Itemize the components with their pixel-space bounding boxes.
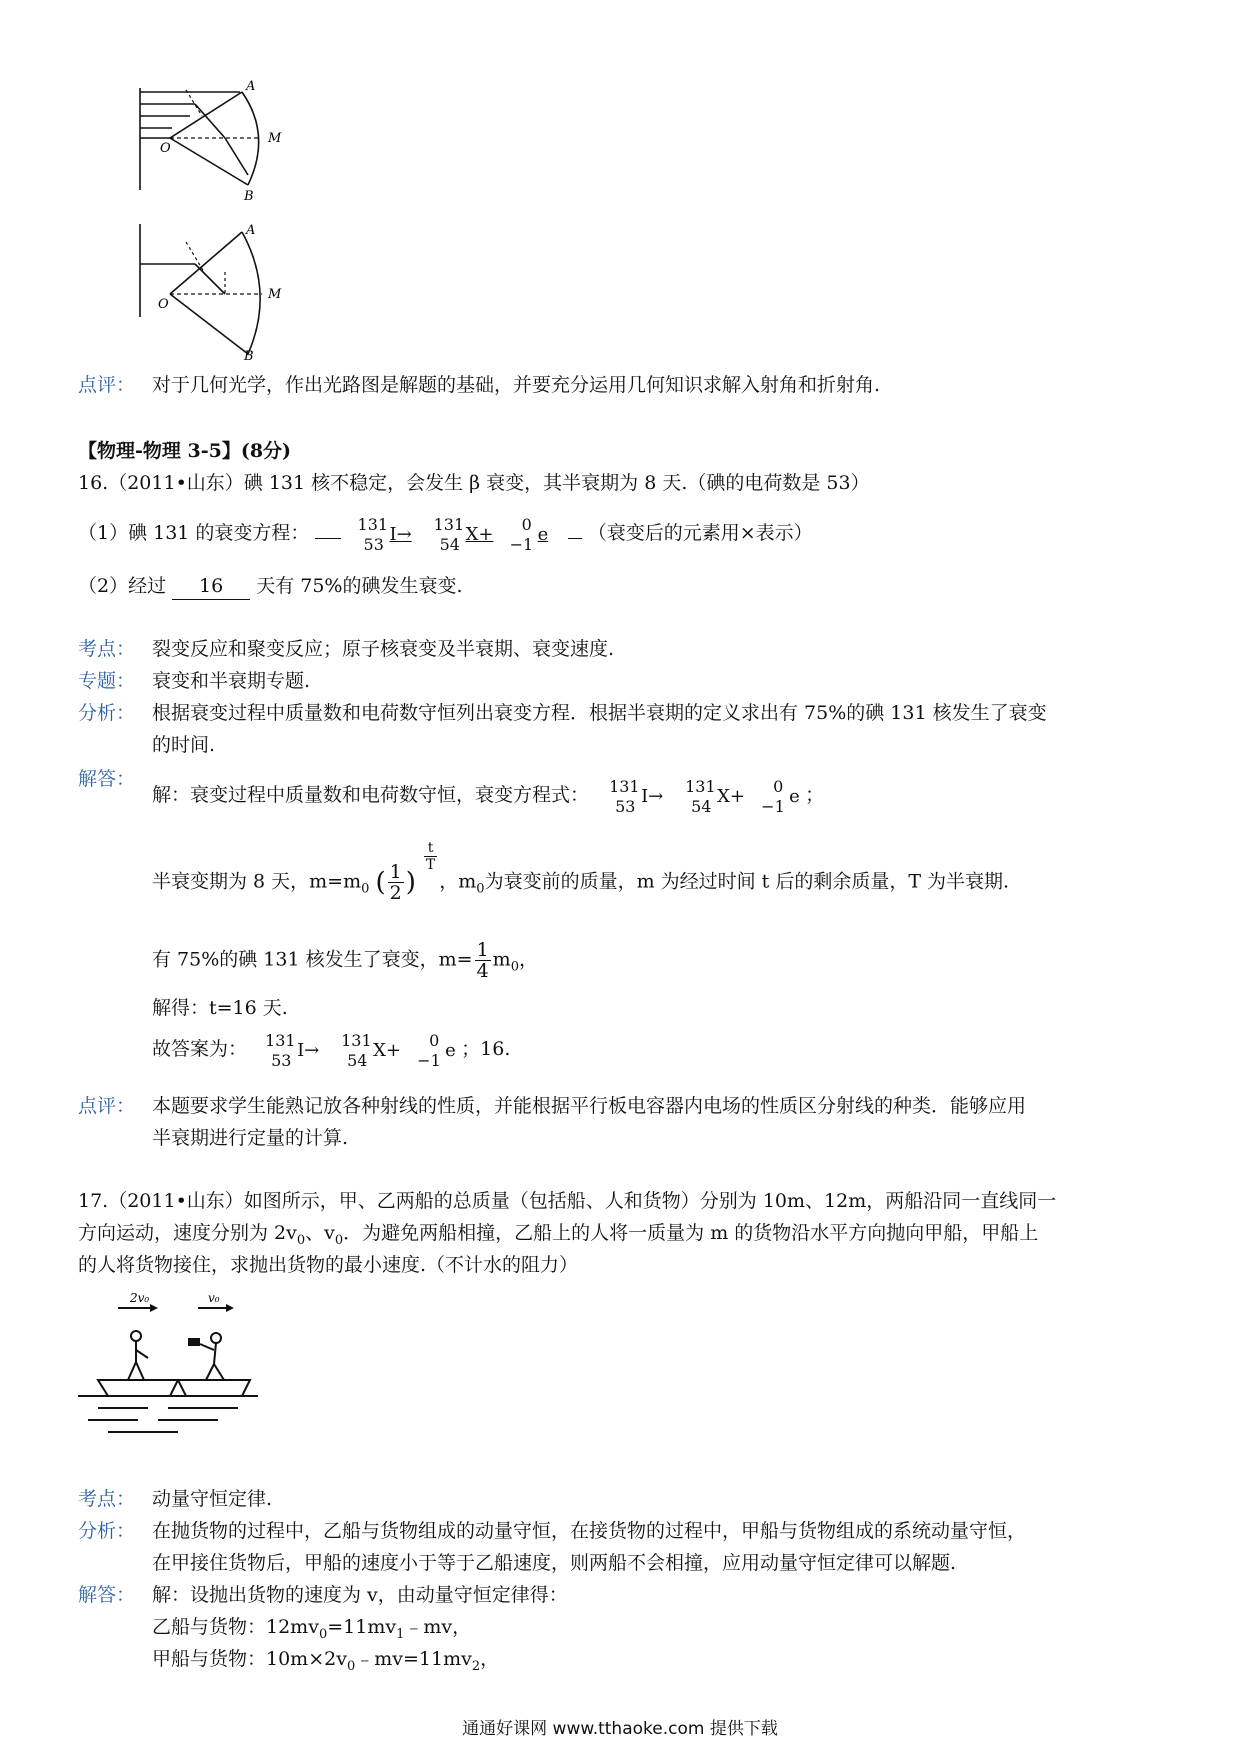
q16-jieda-nuclide-electron: 0 −1 e — [761, 777, 800, 816]
q17-line-2: 方向运动，速度分别为 $2v_0$、$v_0$．为避免两船相撞，乙船上的人将一质量为 m 的货物沿水平方向抛向甲船，甲船上 — [78, 1222, 1039, 1248]
q16-jieda-5: 故答案为： 131 53 I→ 131 54 X+ 0 −1 e ；16. — [152, 1031, 511, 1070]
q16-jieda-3: 有 75%的碘 131 核发生了衰变，m= $\frac{1}{4}$ $m_0$， — [152, 939, 538, 982]
q16-half-fraction: $\frac{1}{2}$ — [389, 861, 402, 904]
q16-part2-suffix: 天有 75%的碘发生衰变. — [256, 575, 463, 597]
fig2-refracted — [195, 264, 225, 294]
q17-fenxi-label: 分析： — [78, 1520, 136, 1542]
q16-title: 16.（2011•山东）碘 131 核不稳定，会发生 β 衰变，其半衰期为 8 天.（碘的电荷数是 53） — [78, 472, 870, 494]
q17-line-1: 17.（2011•山东）如图所示，甲、乙两船的总质量（包括船、人和货物）分别为 10m、12m，两船沿同一直线同一 — [78, 1190, 1057, 1212]
water-lines — [78, 1396, 258, 1432]
boat2-velocity-label: v₀ — [208, 1291, 220, 1305]
q17-kaodian-label: 考点： — [78, 1488, 136, 1510]
fig1-label-O: O — [160, 141, 171, 156]
q16-jieda-2: 半衰变期为 8 天，$m=m_0$ ( $\frac{1}{2}$ ) $\frac{t}{T}$ ，$m_0$为衰变前的质量，m 为经过时间 t 后的剩余质量，T 为半衰期. — [152, 840, 1010, 904]
boats-figure — [78, 1288, 278, 1440]
fig2-arc — [242, 232, 260, 354]
q16-fenxi-2: 的时间. — [152, 734, 216, 756]
q17-fenxi-2: 在甲接住货物后，甲船的速度小于等于乙船速度，则两船不会相撞，应用动量守恒定律可以解题. — [152, 1552, 957, 1574]
boat1-velocity-label: 2v₀ — [130, 1291, 150, 1305]
q16-part1-suffix: （衰变后的元素用×表示） — [587, 522, 813, 544]
q16-zhuanti-label: 专题： — [78, 670, 136, 692]
q16-dianping-label: 点评： — [78, 1095, 136, 1117]
fig2-label-O: O — [158, 297, 169, 312]
q16-answer-nuclide-electron: 0 −1 e — [417, 1031, 456, 1070]
q16-part1-prefix: （1）碘 131 的衰变方程： — [78, 522, 310, 544]
q17-jieda-3: 甲船与货物：$10m\times 2v_0﹣mv=11mv_2$， — [152, 1648, 500, 1674]
comment-text-1: 对于几何光学，作出光路图是解题的基础，并要充分运用几何知识求解入射角和折射角. — [152, 374, 881, 396]
footer-source: 通通好课网 www.tthaoke.com 提供下载 — [462, 1719, 778, 1739]
q16-part1 — [78, 514, 813, 554]
fig2-edge-OA — [170, 232, 242, 294]
q16-zhuanti: 衰变和半衰期专题. — [152, 670, 311, 692]
q16-dianping-1: 本题要求学生能熟记放各种射线的性质，并能根据平行板电容器内电场的性质区分射线的种类．能够应用 — [152, 1095, 1027, 1117]
fig1-edge-OB — [170, 138, 248, 185]
q16-nuclide-x: 131 54 X+ — [433, 515, 494, 554]
fig2-label-B: B — [244, 349, 254, 362]
q16-jieda-nuclide-iodine: 131 53 I→ — [609, 777, 664, 816]
q16-fenxi-label: 分析： — [78, 702, 136, 724]
q17-fenxi-1: 在抛货物的过程中，乙船与货物组成的动量守恒，在接货物的过程中，甲船与货物组成的系统动量守恒， — [152, 1520, 1027, 1542]
q16-kaodian: 裂变反应和聚变反应；原子核衰变及半衰期、衰变速度. — [152, 638, 615, 660]
section-header: 【物理-物理 3-5】(8分) — [78, 440, 292, 462]
fig2-edge-OB — [170, 294, 248, 354]
comment-row-1 — [78, 372, 135, 398]
q16-quarter-fraction: $\frac{1}{4}$ — [476, 939, 489, 982]
q16-nuclide-electron: 0 −1 e — [509, 515, 549, 554]
q17-jieda-label: 解答： — [78, 1584, 136, 1606]
q16-jieda-nuclide-x: 131 54 X+ — [685, 777, 746, 816]
cargo — [188, 1338, 200, 1346]
q17-kaodian: 动量守恒定律. — [152, 1488, 273, 1510]
comment-label: 点评： — [78, 374, 136, 396]
optics-figure-1 — [130, 80, 300, 205]
q16-part2 — [78, 573, 463, 600]
q16-kaodian-label: 考点： — [78, 638, 136, 660]
fig2-label-A: A — [246, 223, 256, 238]
q16-jieda-label: 解答： — [78, 768, 136, 790]
q16-part2-prefix: （2）经过 — [78, 575, 167, 597]
optics-figure-2 — [130, 222, 300, 362]
fig2-label-M: M — [268, 287, 282, 302]
q16-dianping-2: 半衰期进行定量的计算. — [152, 1127, 349, 1149]
fig1-normal — [186, 90, 202, 116]
q16-answer-nuclide-x: 131 54 X+ — [341, 1031, 402, 1070]
q16-fenxi-1: 根据衰变过程中质量数和电荷数守恒列出衰变方程．根据半衰期的定义求出有 75%的碘 131 核发生了衰变 — [152, 702, 1047, 724]
boat1 — [98, 1331, 178, 1396]
fig1-edge-OA — [170, 92, 242, 138]
q16-jieda-1: 解：衰变过程中质量数和电荷数守恒，衰变方程式： 131 53 I→ 131 54 X+ 0 −1 e ； — [152, 777, 825, 816]
fig1-refracted — [195, 104, 225, 138]
q17-jieda-1: 解：设抛出货物的速度为 v，由动量守恒定律得： — [152, 1584, 568, 1606]
q16-nuclide-iodine: 131 53 I→ — [357, 515, 412, 554]
fig1-reflected — [225, 138, 248, 175]
q17-jieda-2: 乙船与货物：$12mv_0=11mv_1﹣mv$， — [152, 1616, 472, 1642]
fig1-label-A: A — [246, 80, 256, 94]
q16-exponent-fraction: $\frac{t}{T}$ — [425, 840, 436, 873]
q17-line-3: 的人将货物接住，求抛出货物的最小速度.（不计水的阻力） — [78, 1254, 579, 1276]
fig1-label-B: B — [244, 189, 254, 204]
q16-jieda-4: 解得：t=16 天. — [152, 997, 288, 1019]
fig1-label-M: M — [268, 131, 282, 146]
q16-answer-nuclide-iodine: 131 53 I→ — [265, 1031, 320, 1070]
q16-part2-answer: 16 — [172, 573, 250, 600]
